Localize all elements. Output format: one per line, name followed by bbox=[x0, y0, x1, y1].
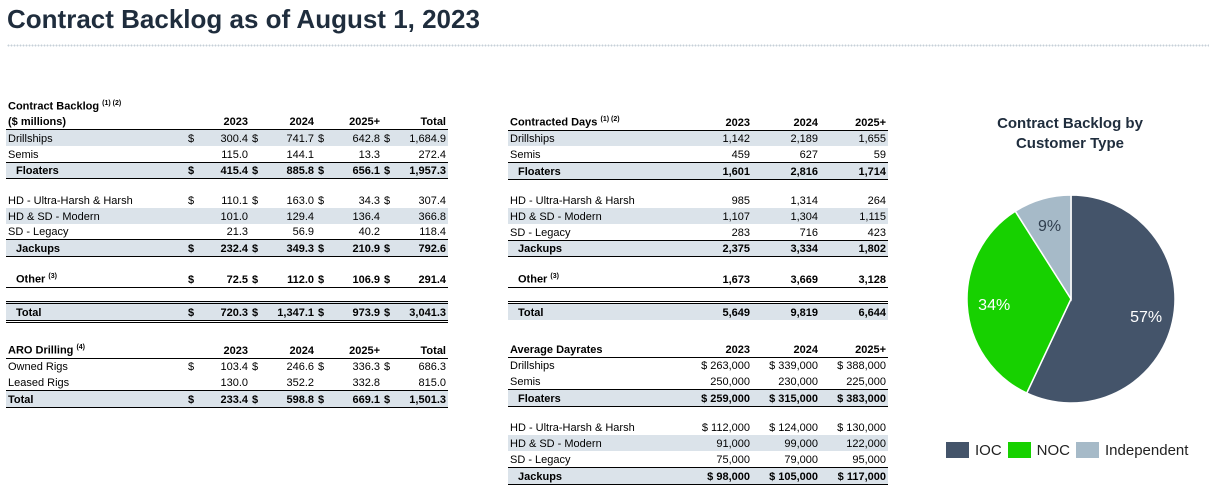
row-value: $ 124,000 bbox=[769, 422, 818, 435]
row-value: 1,115 bbox=[820, 208, 888, 224]
currency-symbol bbox=[186, 374, 198, 390]
currency-symbol bbox=[250, 224, 262, 240]
table-row bbox=[508, 435, 888, 451]
row-label: Owned Rigs bbox=[8, 361, 68, 374]
row-value: 3,669 bbox=[752, 270, 820, 287]
row-value: 91,000 bbox=[684, 435, 752, 451]
currency-symbol: $ bbox=[382, 240, 394, 257]
row-value: 250,000 bbox=[710, 376, 750, 389]
row-value: 741.7 bbox=[262, 130, 316, 146]
row-value: 366.8 bbox=[394, 208, 448, 224]
row-value: 459 bbox=[731, 149, 750, 162]
row-value: 225,000 bbox=[846, 376, 886, 389]
currency-symbol: $ bbox=[384, 195, 391, 208]
row-value: 6,644 bbox=[820, 303, 888, 320]
currency-symbol: $ bbox=[316, 302, 328, 321]
table-row bbox=[6, 208, 448, 224]
row-value: 103.4 bbox=[220, 361, 248, 374]
legend-swatch-independent bbox=[1076, 442, 1099, 458]
chart-legend bbox=[946, 440, 1194, 460]
row-value: 1,601 bbox=[684, 163, 752, 180]
aro-header-row: ARO Drilling $^{(4)}$ 2023 2024 2025+ Total bbox=[6, 341, 448, 358]
currency-symbol: $ bbox=[188, 195, 195, 208]
row-value: $ 105,000 bbox=[752, 467, 820, 484]
currency-symbol: $ bbox=[318, 195, 325, 208]
legend-item-ioc bbox=[946, 442, 1002, 459]
row-value: 129.4 bbox=[262, 208, 316, 224]
currency-symbol: $ bbox=[250, 270, 262, 287]
legend-swatch-ioc bbox=[946, 442, 969, 458]
table-row bbox=[508, 240, 888, 257]
table-row bbox=[508, 270, 888, 287]
currency-symbol: $ bbox=[250, 130, 262, 146]
row-value: 115.0 bbox=[221, 148, 248, 161]
chart-title: Contract Backlog by Customer Type bbox=[997, 115, 1143, 152]
table-row bbox=[6, 224, 448, 240]
row-value: 99,000 bbox=[752, 435, 820, 451]
table-row bbox=[508, 130, 888, 146]
row-value: 332.8 bbox=[352, 377, 380, 390]
currency-symbol: $ bbox=[382, 162, 394, 179]
row-value: 272.4 bbox=[418, 148, 446, 161]
days-header-row: Contracted Days $^{(1) (2)}$ 2023 2024 2025+ bbox=[508, 113, 888, 130]
row-value: 598.8 bbox=[262, 391, 316, 408]
row-value: $ 112,000 bbox=[701, 422, 750, 435]
table-row bbox=[508, 467, 888, 484]
currency-symbol: $ bbox=[186, 270, 198, 287]
currency-symbol: $ bbox=[188, 361, 195, 374]
row-value: 885.8 bbox=[262, 162, 316, 179]
customer-type-pie-chart bbox=[960, 188, 1182, 410]
row-value: 1,802 bbox=[820, 240, 888, 257]
row-value: 669.1 bbox=[328, 391, 382, 408]
row-label: Jackups bbox=[508, 240, 684, 257]
row-value: 716 bbox=[799, 226, 818, 239]
row-value: 291.4 bbox=[394, 270, 448, 287]
row-value: 9,819 bbox=[752, 303, 820, 320]
row-value: 352.2 bbox=[286, 377, 314, 390]
currency-symbol bbox=[250, 146, 262, 162]
row-label: Leased Rigs bbox=[8, 377, 70, 390]
row-value: 106.9 bbox=[328, 270, 382, 287]
currency-symbol: $ bbox=[252, 361, 259, 374]
currency-symbol bbox=[316, 224, 328, 240]
table-row bbox=[6, 391, 448, 408]
row-value: 423 bbox=[867, 226, 886, 239]
dayrates-caption: Average Dayrates bbox=[508, 341, 684, 357]
row-value: 283 bbox=[731, 226, 750, 239]
currency-symbol: $ bbox=[316, 270, 328, 287]
row-label: Jackups bbox=[508, 467, 684, 484]
table-row bbox=[6, 374, 448, 390]
row-value: 1,655 bbox=[820, 130, 888, 146]
row-value: 642.8 bbox=[328, 130, 382, 146]
legend-item-noc bbox=[1008, 442, 1070, 459]
row-label: Other $^{(3)}$ bbox=[508, 270, 684, 287]
backlog-caption: Contract Backlog $^{(1) (2)}$ bbox=[8, 100, 122, 113]
slice-independent-label: 9% bbox=[1037, 218, 1062, 236]
table-row bbox=[6, 240, 448, 257]
row-value: 3,041.3 bbox=[394, 302, 448, 321]
row-value: 101.0 bbox=[198, 208, 250, 224]
table-row bbox=[6, 192, 448, 208]
row-label: Total bbox=[6, 391, 186, 408]
currency-symbol bbox=[382, 208, 394, 224]
row-value: 136.4 bbox=[328, 208, 382, 224]
row-value: 34.3 bbox=[358, 195, 380, 208]
backlog-header-row: ($ millions) 2023 2024 2025+ Total bbox=[6, 114, 448, 130]
row-label: Floaters bbox=[508, 390, 684, 407]
row-label: Total bbox=[6, 302, 186, 321]
currency-symbol bbox=[186, 224, 198, 240]
slice-noc-label: 34% bbox=[978, 296, 1011, 314]
currency-symbol: $ bbox=[250, 391, 262, 408]
title-divider bbox=[7, 44, 1209, 47]
currency-symbol bbox=[250, 374, 262, 390]
row-label: Total bbox=[508, 303, 684, 320]
currency-symbol bbox=[186, 146, 198, 162]
row-value: 973.9 bbox=[328, 302, 382, 321]
row-value: 2,375 bbox=[684, 240, 752, 257]
legend-item-independent bbox=[1076, 442, 1188, 459]
row-value: 95,000 bbox=[852, 453, 886, 466]
row-value: 122,000 bbox=[820, 435, 888, 451]
average-dayrates-table bbox=[508, 341, 888, 485]
row-value: 210.9 bbox=[328, 240, 382, 257]
row-value: $ 117,000 bbox=[820, 467, 888, 484]
row-value: 118.4 bbox=[419, 226, 446, 239]
contracted-days-table bbox=[508, 113, 888, 320]
currency-symbol: $ bbox=[382, 130, 394, 146]
row-value: 40.2 bbox=[358, 226, 380, 239]
currency-symbol: $ bbox=[384, 361, 391, 374]
row-value: 336.3 bbox=[352, 361, 380, 374]
row-label: SD - Legacy bbox=[510, 453, 571, 466]
row-label: Jackups bbox=[6, 240, 186, 257]
row-value: $ 263,000 bbox=[701, 360, 750, 373]
row-value: 1,107 bbox=[684, 208, 752, 224]
currency-symbol bbox=[186, 208, 198, 224]
legend-label-noc: NOC bbox=[1036, 441, 1071, 459]
table-row bbox=[6, 302, 448, 321]
table-row bbox=[6, 146, 448, 162]
row-value: 56.9 bbox=[292, 226, 314, 239]
row-value: 59 bbox=[873, 149, 886, 162]
row-label: HD - Ultra-Harsh & Harsh bbox=[510, 195, 635, 208]
row-value: 627 bbox=[799, 149, 818, 162]
row-value: $ 339,000 bbox=[769, 360, 818, 373]
currency-symbol: $ bbox=[186, 302, 198, 321]
row-value: 656.1 bbox=[328, 162, 382, 179]
currency-symbol: $ bbox=[186, 240, 198, 257]
row-label: Drillships bbox=[510, 360, 555, 373]
aro-drilling-table bbox=[6, 341, 448, 408]
row-value: 130.0 bbox=[220, 377, 248, 390]
row-value: 307.4 bbox=[418, 195, 446, 208]
row-value: 415.4 bbox=[198, 162, 250, 179]
row-value: 3,128 bbox=[820, 270, 888, 287]
currency-symbol: $ bbox=[252, 195, 259, 208]
row-label: SD - Legacy bbox=[510, 226, 571, 239]
row-label: Drillships bbox=[508, 130, 684, 146]
table-row bbox=[508, 224, 888, 240]
currency-symbol bbox=[382, 224, 394, 240]
row-label: Floaters bbox=[6, 162, 186, 179]
row-value: $ 259,000 bbox=[684, 390, 752, 407]
table-row bbox=[508, 390, 888, 407]
row-value: 232.4 bbox=[198, 240, 250, 257]
table-row bbox=[508, 193, 888, 209]
row-value: 1,304 bbox=[752, 208, 820, 224]
row-value: 300.4 bbox=[198, 130, 250, 146]
row-value: $ 130,000 bbox=[837, 422, 886, 435]
row-value: 79,000 bbox=[784, 453, 818, 466]
table-row bbox=[508, 163, 888, 180]
row-value: 686.3 bbox=[418, 361, 446, 374]
row-label: Semis bbox=[8, 148, 39, 161]
currency-symbol: $ bbox=[186, 162, 198, 179]
table-row bbox=[508, 357, 888, 373]
table-row bbox=[508, 146, 888, 162]
row-label: HD & SD - Modern bbox=[508, 435, 684, 451]
table-row bbox=[508, 303, 888, 320]
row-value: 1,714 bbox=[820, 163, 888, 180]
row-value: 3,334 bbox=[752, 240, 820, 257]
row-value: 5,649 bbox=[684, 303, 752, 320]
currency-symbol bbox=[382, 146, 394, 162]
row-value: $ 388,000 bbox=[837, 360, 886, 373]
row-value: 72.5 bbox=[198, 270, 250, 287]
table-row bbox=[6, 130, 448, 146]
currency-symbol: $ bbox=[382, 302, 394, 321]
currency-symbol: $ bbox=[186, 391, 198, 408]
contract-backlog-table bbox=[6, 97, 448, 323]
row-value: 163.0 bbox=[286, 195, 314, 208]
legend-label-independent: Independent bbox=[1105, 441, 1189, 459]
currency-symbol: $ bbox=[316, 391, 328, 408]
row-value: 21.3 bbox=[226, 226, 248, 239]
row-value: 985 bbox=[731, 195, 750, 208]
row-value: $ 98,000 bbox=[684, 467, 752, 484]
currency-symbol: $ bbox=[316, 240, 328, 257]
currency-symbol: $ bbox=[250, 240, 262, 257]
row-label: Drillships bbox=[6, 130, 186, 146]
row-label: Semis bbox=[510, 149, 541, 162]
currency-symbol bbox=[316, 208, 328, 224]
row-value: 1,314 bbox=[790, 195, 818, 208]
row-label: Other $^{(3)}$ bbox=[6, 270, 186, 287]
currency-symbol: $ bbox=[186, 130, 198, 146]
row-label: HD & SD - Modern bbox=[508, 208, 684, 224]
dayrates-header-row: Average Dayrates 2023 2024 2025+ bbox=[508, 341, 888, 357]
days-caption: Contracted Days $^{(1) (2)}$ bbox=[508, 113, 684, 130]
table-row bbox=[6, 270, 448, 287]
row-value: 2,189 bbox=[752, 130, 820, 146]
table-row bbox=[508, 451, 888, 467]
row-value: $ 315,000 bbox=[752, 390, 820, 407]
currency-symbol: $ bbox=[250, 302, 262, 321]
row-value: 264 bbox=[867, 195, 886, 208]
currency-symbol: $ bbox=[316, 162, 328, 179]
aro-caption: ARO Drilling $^{(4)}$ bbox=[6, 341, 186, 358]
currency-symbol bbox=[316, 146, 328, 162]
row-label: HD - Ultra-Harsh & Harsh bbox=[510, 422, 635, 435]
currency-symbol: $ bbox=[382, 391, 394, 408]
row-value: 75,000 bbox=[716, 453, 750, 466]
currency-symbol: $ bbox=[382, 270, 394, 287]
currency-symbol: $ bbox=[318, 361, 325, 374]
row-value: 112.0 bbox=[262, 270, 316, 287]
row-value: 144.1 bbox=[286, 148, 314, 161]
row-value: 792.6 bbox=[394, 240, 448, 257]
row-value: 349.3 bbox=[262, 240, 316, 257]
slice-ioc-label: 57% bbox=[1130, 308, 1163, 326]
row-value: $ 383,000 bbox=[820, 390, 888, 407]
row-value: 1,957.3 bbox=[394, 162, 448, 179]
row-value: 2,816 bbox=[752, 163, 820, 180]
table-row bbox=[508, 208, 888, 224]
row-value: 13.3 bbox=[358, 148, 380, 161]
row-value: 815.0 bbox=[418, 377, 446, 390]
legend-label-ioc: IOC bbox=[975, 441, 1002, 459]
row-label: HD - Ultra-Harsh & Harsh bbox=[8, 195, 133, 208]
row-value: 720.3 bbox=[198, 302, 250, 321]
row-label: Semis bbox=[510, 376, 541, 389]
currency-symbol: $ bbox=[250, 162, 262, 179]
row-value: 1,501.3 bbox=[394, 391, 448, 408]
currency-symbol bbox=[382, 374, 394, 390]
row-value: 110.1 bbox=[221, 195, 248, 208]
row-label: HD & SD - Modern bbox=[6, 208, 186, 224]
table-row bbox=[508, 373, 888, 389]
table-row bbox=[6, 162, 448, 179]
row-label: SD - Legacy bbox=[8, 226, 69, 239]
row-label: Floaters bbox=[508, 163, 684, 180]
table-row bbox=[6, 358, 448, 374]
legend-swatch-noc bbox=[1008, 442, 1031, 458]
row-value: 1,673 bbox=[684, 270, 752, 287]
row-value: 1,347.1 bbox=[262, 302, 316, 321]
row-value: 233.4 bbox=[198, 391, 250, 408]
currency-symbol bbox=[250, 208, 262, 224]
currency-symbol bbox=[316, 374, 328, 390]
row-value: 230,000 bbox=[778, 376, 818, 389]
row-value: 246.6 bbox=[286, 361, 314, 374]
table-row bbox=[508, 420, 888, 436]
row-value: 1,142 bbox=[684, 130, 752, 146]
page-title: Contract Backlog as of August 1, 2023 bbox=[7, 4, 480, 34]
row-value: 1,684.9 bbox=[394, 130, 448, 146]
currency-symbol: $ bbox=[316, 130, 328, 146]
